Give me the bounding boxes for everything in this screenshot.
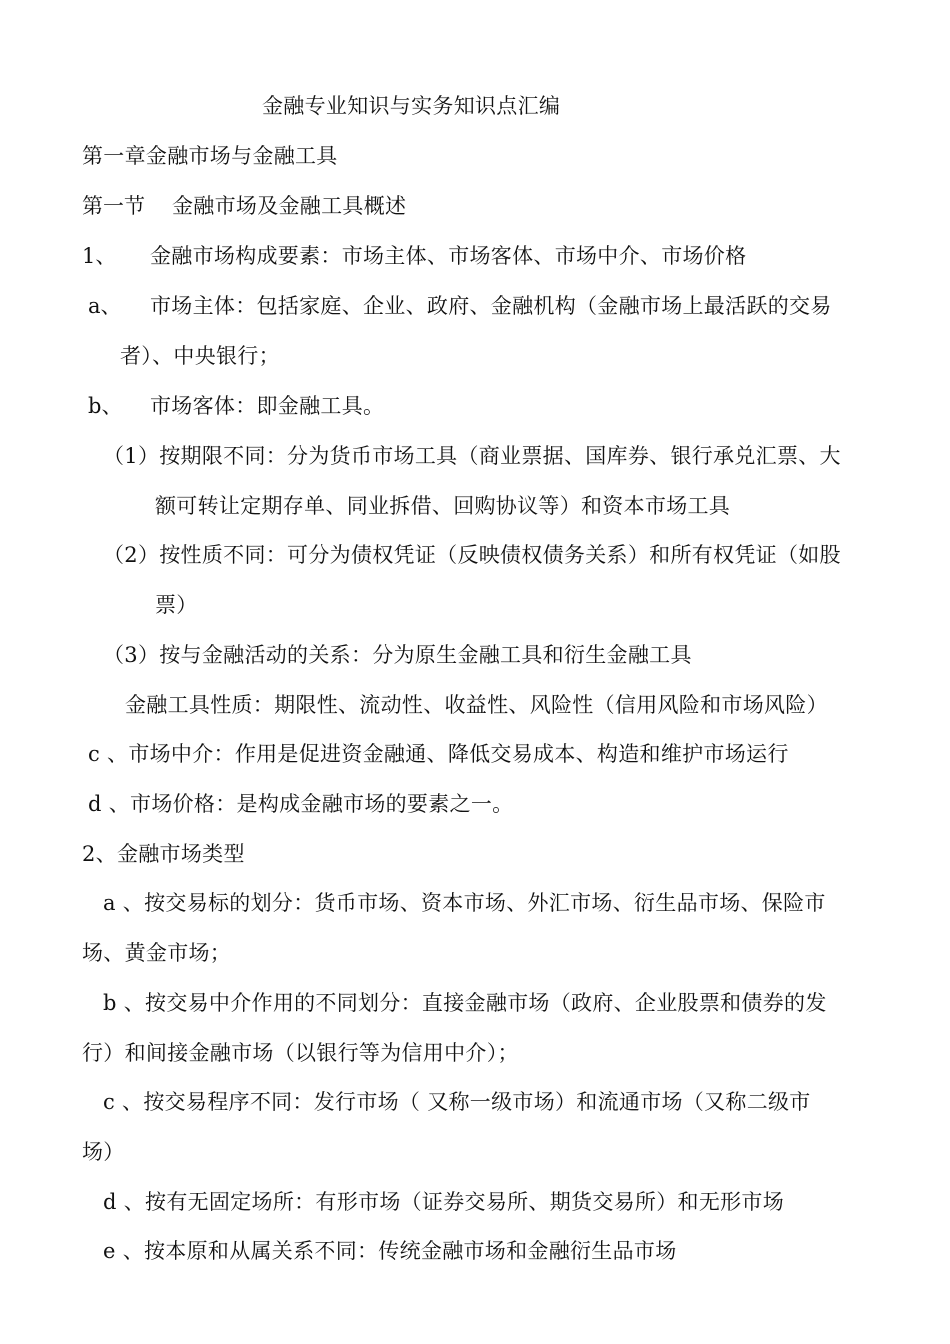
type-a-line-1: a 、按交易标的划分：货币市场、资本市场、外汇市场、衍生品市场、保险市 bbox=[103, 891, 826, 915]
document-title: 金融专业知识与实务知识点汇编 bbox=[262, 94, 561, 118]
item-b-text: 市场客体：即金融工具。 bbox=[150, 394, 385, 418]
type-d-text: d 、按有无固定场所：有形市场（证券交易所、期货交易所）和无形市场 bbox=[103, 1190, 785, 1214]
item-c-text: c 、市场中介：作用是促进资金融通、降低交易成本、构造和维护市场运行 bbox=[88, 742, 789, 766]
type-c-line-1: c 、按交易程序不同：发行市场（ 又称一级市场）和流通市场（又称二级市 bbox=[103, 1090, 811, 1114]
type-b-line-2: 行）和间接金融市场（以银行等为信用中介）； bbox=[82, 1041, 519, 1065]
point-2-line-1: （2）按性质不同：可分为债权凭证（反映债权债务关系）和所有权凭证（如股 bbox=[103, 543, 841, 567]
type-e-text: e 、按本原和从属关系不同：传统金融市场和金融衍生品市场 bbox=[103, 1239, 677, 1263]
section-label: 第一节 bbox=[82, 194, 145, 218]
point-1-line-1: （1）按期限不同：分为货币市场工具（商业票据、国库券、银行承兑汇票、大 bbox=[103, 444, 841, 468]
item-1-text: 金融市场构成要素：市场主体、市场客体、市场中介、市场价格 bbox=[150, 244, 747, 268]
item-2-heading: 2、金融市场类型 bbox=[82, 842, 245, 866]
item-d-text: d 、市场价格：是构成金融市场的要素之一。 bbox=[88, 792, 514, 816]
instrument-nature-text: 金融工具性质：期限性、流动性、收益性、风险性（信用风险和市场风险） bbox=[125, 693, 828, 717]
point-3-text: （3）按与金融活动的关系：分为原生金融工具和衍生金融工具 bbox=[103, 643, 692, 667]
type-c-line-2: 场） bbox=[82, 1140, 125, 1164]
point-2-line-2: 票） bbox=[155, 593, 198, 617]
type-a-line-2: 场、黄金市场； bbox=[82, 941, 232, 965]
point-1-line-2: 额可转让定期存单、同业拆借、回购协议等）和资本市场工具 bbox=[155, 494, 731, 518]
item-b-label: b、 bbox=[88, 394, 123, 418]
section-title: 金融市场及金融工具概述 bbox=[172, 194, 407, 218]
item-a-label: a、 bbox=[88, 294, 122, 318]
item-a-text-line-2: 者）、中央银行； bbox=[120, 344, 280, 368]
chapter-heading: 第一章金融市场与金融工具 bbox=[82, 144, 338, 168]
item-a-text-line-1: 市场主体：包括家庭、企业、政府、金融机构（金融市场上最活跃的交易 bbox=[150, 294, 832, 318]
item-1-number: 1、 bbox=[82, 244, 117, 268]
type-b-line-1: b 、按交易中介作用的不同划分：直接金融市场（政府、企业股票和债券的发 bbox=[103, 991, 827, 1015]
